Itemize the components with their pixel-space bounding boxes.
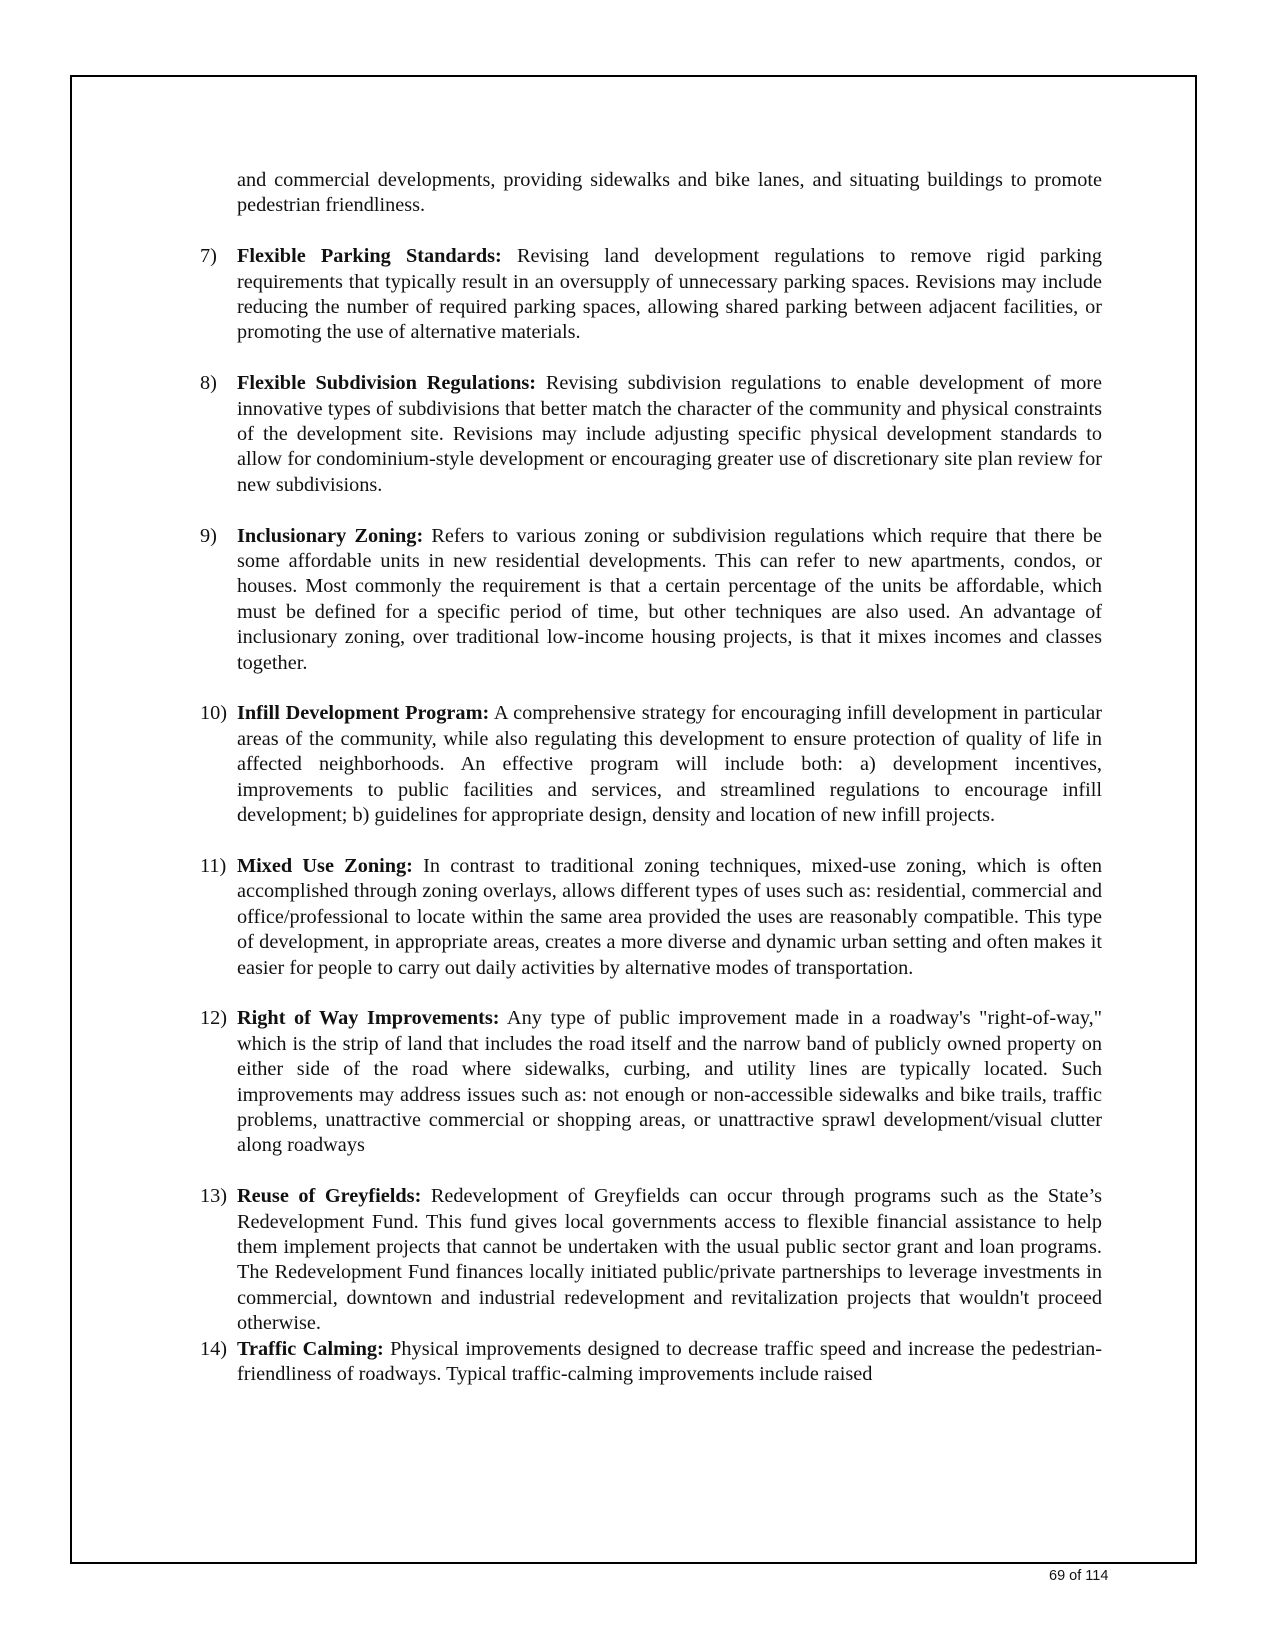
item-title: Right of Way Improvements:	[237, 1007, 500, 1030]
item-number: 9)	[200, 524, 217, 547]
item-number: 11)	[200, 854, 227, 877]
list-item-flexible-parking	[200, 244, 1102, 346]
list-item-flexible-subdivision	[200, 371, 1102, 498]
list-item-right-of-way	[200, 1006, 1102, 1158]
item-number: 14)	[200, 1337, 228, 1360]
page-number: 69 of 114	[1049, 1568, 1109, 1584]
item-text: Redevelopment of Greyfields can occur through programs such as the State’s Redevelopment Fund. This fund gives local governments access to flexible financial assistance to help them implement projects that cannot be undertaken with the usual public sector grant and loan programs. The Redevelopment Fund finances locally initiated public/private partnerships to leverage investments in commercial, downtown and industrial redevelopment and revitalization projects that wouldn't proceed otherwise.	[237, 1185, 1102, 1335]
item-title: Traffic Calming:	[237, 1337, 384, 1360]
list-item-infill-development	[200, 701, 1102, 828]
item-number: 7)	[200, 245, 217, 268]
item-text: Physical improvements designed to decrease traffic speed and increase the pedestrian-friendliness of roadways. Typical traffic-calming improvements include raised	[237, 1337, 1102, 1385]
item-title: Flexible Subdivision Regulations:	[237, 372, 537, 395]
item-text: Revising subdivision regulations to enable development of more innovative types of subdivisions that better match the character of the community and physical constraints of the development site. Revisions may include adjusting specific physical development standards to allow for condominium-style development or encouraging greater use of discretionary site plan review for new subdivisions.	[237, 372, 1103, 496]
item-title: Flexible Parking Standards:	[237, 245, 502, 268]
item-title: Inclusionary Zoning:	[237, 524, 424, 547]
item-number: 13)	[200, 1185, 228, 1208]
list-item-reuse-greyfields	[200, 1184, 1102, 1336]
document-body	[200, 168, 1102, 1387]
item-text: A comprehensive strategy for encouraging infill development in particular areas of the community, while also regulating this development to ensure protection of quality of life in affected neighborhoods. An effective program will include both: a) development incentives, improvements to public facilities and services, and streamlined regulations to encourage infill development; b) guidelines for appropriate design, density and location of new infill projects.	[237, 702, 1103, 827]
item-number: 8)	[200, 372, 217, 395]
intro-continuation: and commercial developments, providing sidewalks and bike lanes, and situating buildings to promote pedestrian friendliness.	[237, 169, 1102, 217]
item-text: In contrast to traditional zoning techniques, mixed-use zoning, which is often accomplished through zoning overlays, allows different types of uses such as: residential, commercial and office/professional to locate within the same area provided the uses are reasonably compatible. This type of development, in appropriate areas, creates a more diverse and dynamic urban setting and often makes it easier for people to carry out daily activities by alternative modes of transportation.	[237, 854, 1102, 979]
item-text: Any type of public improvement made in a roadway's "right-of-way," which is the strip of land that includes the road itself and the narrow band of publicly owned property on either side of the road where sidewalks, curbing, and utility lines are typically located. Such improvements may address issues such as: not enough or non-accessible sidewalks and bike trails, traffic problems, unattractive commercial or shopping areas, or unattractive sprawl development/visual clutter along roadways	[237, 1007, 1102, 1157]
list-item-inclusionary-zoning	[200, 524, 1102, 676]
item-text: Revising land development regulations to remove rigid parking requirements that typically result in an oversupply of unnecessary parking spaces. Revisions may include reducing the number of required parking spaces, allowing shared parking between adjacent facilities, or promoting the use of alternative materials.	[237, 245, 1103, 344]
item-number: 12)	[200, 1007, 228, 1030]
item-title: Infill Development Program:	[237, 702, 490, 725]
list-item-mixed-use-zoning	[200, 854, 1102, 981]
item-title: Reuse of Greyfields:	[237, 1185, 422, 1208]
item-title: Mixed Use Zoning:	[237, 854, 413, 877]
list-item-traffic-calming	[200, 1337, 1102, 1388]
item-text: Refers to various zoning or subdivision regulations which require that there be some affordable units in new residential developments. This can refer to new apartments, condos, or houses. Most commonly the requirement is that a certain percentage of the units be affordable, which must be defined for a specific period of time, but other techniques are also used. An advantage of inclusionary zoning, over traditional low-income housing projects, is that it mixes incomes and classes together.	[237, 524, 1103, 674]
item-number: 10)	[200, 702, 228, 725]
